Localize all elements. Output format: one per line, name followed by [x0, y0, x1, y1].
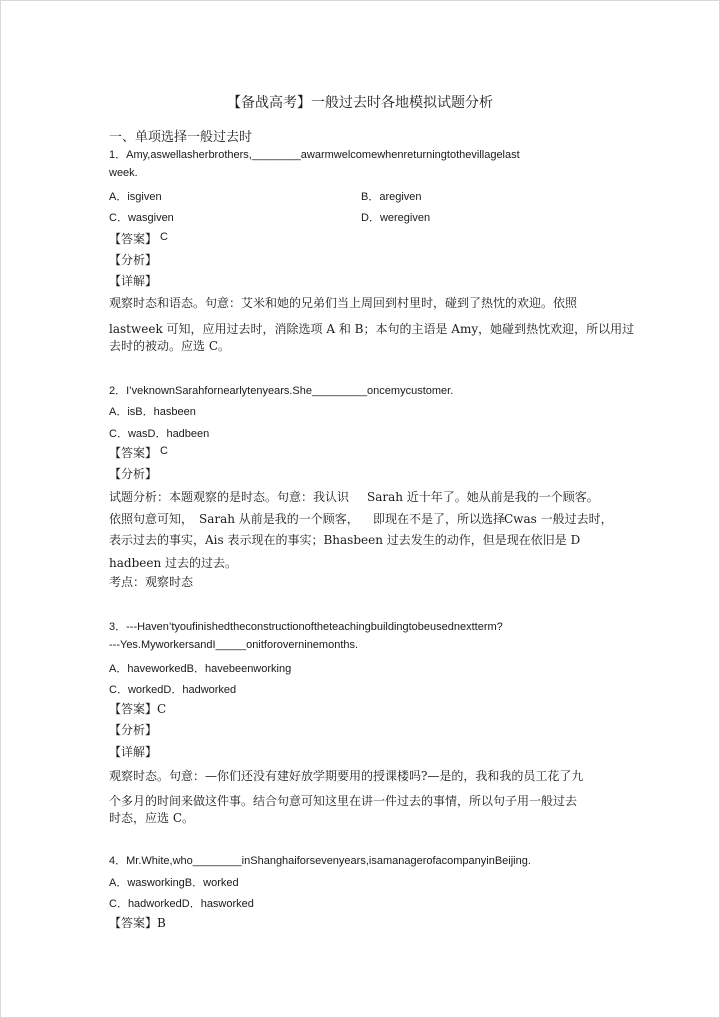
q2-line2-part2: Sarah 从前是我的一个顾客，	[199, 512, 359, 526]
q2-line2-part1: 依照句意可知，	[109, 512, 194, 526]
q4-stem: 4．Mr.White,who________inShanghaiforsevenyears,isamanagerofacompanyinBeijing.	[109, 855, 531, 867]
q2-analysis-label: 【分析】	[109, 467, 158, 481]
q3-explanation-line1: 观察时态。句意：—你们还没有建好放学期要用的授课楼吗?—是的，我和我的员工花了九	[109, 769, 584, 783]
q2-line1-part2: Sarah 近十年了。她从前是我的一个顾客。	[367, 490, 599, 504]
q2-line3: 表示过去的事实，Ais 表示现在的事实；Bhasbeen 过去发生的动作，但是现在依旧是 D	[109, 533, 581, 547]
q1-stem-line2: week.	[109, 167, 138, 179]
q2-answer-value: C	[160, 445, 168, 457]
q2-line2-part4: Cwas 一般过去时，	[504, 512, 613, 526]
q2-exam-point: 考点：观察时态	[109, 575, 194, 589]
q2-stem: 2．I’veknownSarahfornearlytenyears.She_________oncemycustomer.	[109, 385, 454, 397]
q3-detail-label: 【详解】	[109, 745, 158, 759]
q2-line4: hadbeen 过去的过去。	[109, 556, 237, 570]
q2-line1-part1: 试题分析：本题观察的是时态。句意：我认识	[109, 490, 350, 504]
q2-options-cd: C．wasD．hadbeen	[109, 428, 210, 440]
q3-explanation-line2: 个多月的时间来做这件事。结合句意可知这里在讲一件过去的事情，所以句子用一般过去	[109, 794, 578, 808]
q3-options-ab: A．haveworkedB．havebeenworking	[109, 663, 292, 675]
q3-options-cd: C．workedD．hadworked	[109, 684, 237, 696]
q2-line2-part3: 即现在不是了，所以选择	[373, 512, 506, 526]
section-heading: 一、单项选择一般过去时	[109, 130, 253, 145]
q1-explanation-line2: lastweek 可知，应用过去时，消除选项 A 和 B；本句的主语是 Amy，她碰到热忱欢迎，所以用过	[109, 322, 635, 336]
q4-options-cd: C．hadworkedD．hasworked	[109, 898, 254, 910]
q1-answer-label: 【答案】	[109, 232, 158, 246]
q4-answer: 【答案】B	[109, 916, 166, 930]
q3-analysis-label: 【分析】	[109, 723, 158, 737]
q3-explanation-line3: 时态，应选 C。	[109, 811, 194, 825]
q1-detail-label: 【详解】	[109, 274, 158, 288]
q1-explanation-line1: 观察时态和语态。句意：艾米和她的兄弟们当上周回到村里时，碰到了热忱的欢迎。依照	[109, 296, 578, 310]
q1-analysis-label: 【分析】	[109, 253, 158, 267]
q1-option-c: C．wasgiven	[109, 212, 174, 224]
q1-option-d: D．weregiven	[361, 212, 431, 224]
q2-answer-label: 【答案】	[109, 446, 158, 460]
q3-stem-line1: 3．---Haven’tyoufinishedtheconstructionoftheteachingbuildingtobeusednextterm?	[109, 621, 503, 633]
q3-stem-line2: ---Yes.MyworkersandI_____onitforoverninemonths.	[109, 639, 359, 651]
q1-option-b: B．aregiven	[361, 191, 422, 203]
page-title: 【备战高考】一般过去时各地模拟试题分析	[227, 95, 493, 111]
q1-answer-value: C	[160, 231, 168, 243]
q4-options-ab: A．wasworkingB．worked	[109, 877, 239, 889]
q1-stem-line1: 1．Amy,aswellasherbrothers,________awarmwelcomewhenreturningtothevillagelast	[109, 149, 520, 161]
q2-options-ab: A．isB．hasbeen	[109, 406, 196, 418]
q1-option-a: A．isgiven	[109, 191, 162, 203]
q1-explanation-line3: 去时的被动。应选 C。	[109, 339, 230, 353]
q3-answer: 【答案】C	[109, 702, 167, 716]
